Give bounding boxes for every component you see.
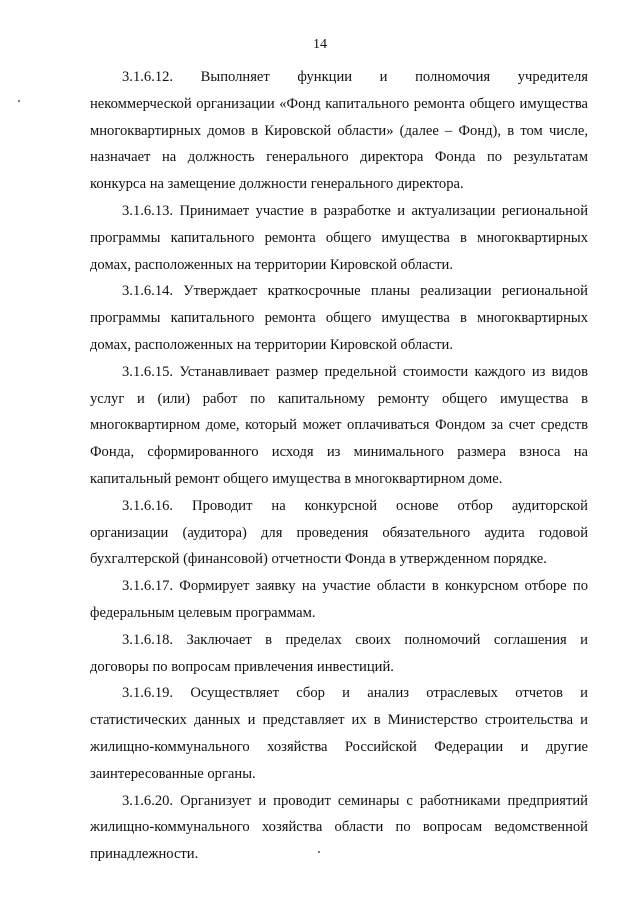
paragraph-line: многоквартирном доме, который может оплачиваться Фондом за счет средств <box>90 417 588 434</box>
paragraph-line: Фонда, сформированного исходя из минимального размера взноса на <box>90 444 588 461</box>
paragraph-line: 3.1.6.17. Формирует заявку на участие области в конкурсном отборе по <box>122 578 588 595</box>
paragraph-line: 3.1.6.13. Принимает участие в разработке и актуализации региональной <box>122 202 588 219</box>
paragraph-line: статистических данных и представляет их в Министерство строительства и <box>90 712 588 729</box>
paragraph-line: многоквартирных домов в Кировской области» (далее – Фонд), в том числе, <box>90 122 588 139</box>
paragraph-2 <box>90 198 588 278</box>
paragraph-line: 3.1.6.14. Утверждает краткосрочные планы реализации региональной <box>122 283 588 300</box>
paragraph-line: 3.1.6.16. Проводит на конкурсной основе отбор аудиторской <box>122 497 588 514</box>
paragraph-1 <box>90 64 588 198</box>
paragraph-line: услуг и (или) работ по капитальному ремонту общего имущества в <box>90 390 588 407</box>
paragraph-line: принадлежности. <box>90 846 199 863</box>
scan-speck <box>18 100 20 102</box>
paragraph-line: федеральным целевым программам. <box>90 604 316 621</box>
paragraph-line: 3.1.6.12. Выполняет функции и полномочия учредителя <box>122 69 588 85</box>
paragraph-line: бухгалтерской (финансовой) отчетности Фонда в утвержденном порядке. <box>90 551 547 568</box>
paragraph-9 <box>90 788 588 868</box>
paragraph-line: 3.1.6.20. Организует и проводит семинары с работниками предприятий <box>122 792 588 809</box>
paragraph-line: конкурса на замещение должности генерального директора. <box>90 176 464 193</box>
paragraph-line: 3.1.6.15. Устанавливает размер предельной стоимости каждого из видов <box>122 363 588 380</box>
paragraph-3 <box>90 278 588 358</box>
paragraph-line: некоммерческой организации «Фонд капитального ремонта общего имущества <box>90 95 588 112</box>
scan-speck <box>318 851 320 853</box>
paragraph-line: 3.1.6.19. Осуществляет сбор и анализ отраслевых отчетов и <box>122 685 588 702</box>
paragraph-6 <box>90 573 588 627</box>
paragraph-line: программы капитального ремонта общего имущества в многоквартирных <box>90 310 588 327</box>
paragraph-line: организации (аудитора) для проведения обязательного аудита годовой <box>90 524 588 541</box>
paragraph-line: 3.1.6.18. Заключает в пределах своих полномочий соглашения и <box>122 631 588 648</box>
paragraph-line: договоры по вопросам привлечения инвестиций. <box>90 658 394 675</box>
paragraph-7 <box>90 627 588 681</box>
paragraph-5 <box>90 493 588 573</box>
paragraph-line: жилищно-коммунального хозяйства области по вопросам ведомственной <box>90 819 588 836</box>
paragraph-line: заинтересованные органы. <box>90 765 256 782</box>
paragraph-8 <box>90 680 588 787</box>
paragraph-4 <box>90 359 588 493</box>
paragraph-line: назначает на должность генерального директора Фонда по результатам <box>90 149 588 166</box>
paragraph-line: жилищно-коммунального хозяйства Российской Федерации и другие <box>90 738 588 755</box>
paragraph-line: домах, расположенных на территории Кировской области. <box>90 256 453 273</box>
paragraph-line: домах, расположенных на территории Кировской области. <box>90 336 453 353</box>
page-number: 14 <box>313 37 327 52</box>
paragraph-line: программы капитального ремонта общего имущества в многоквартирных <box>90 229 588 246</box>
document-body <box>90 64 588 868</box>
paragraph-line: капитальный ремонт общего имущества в многоквартирном доме. <box>90 470 503 487</box>
